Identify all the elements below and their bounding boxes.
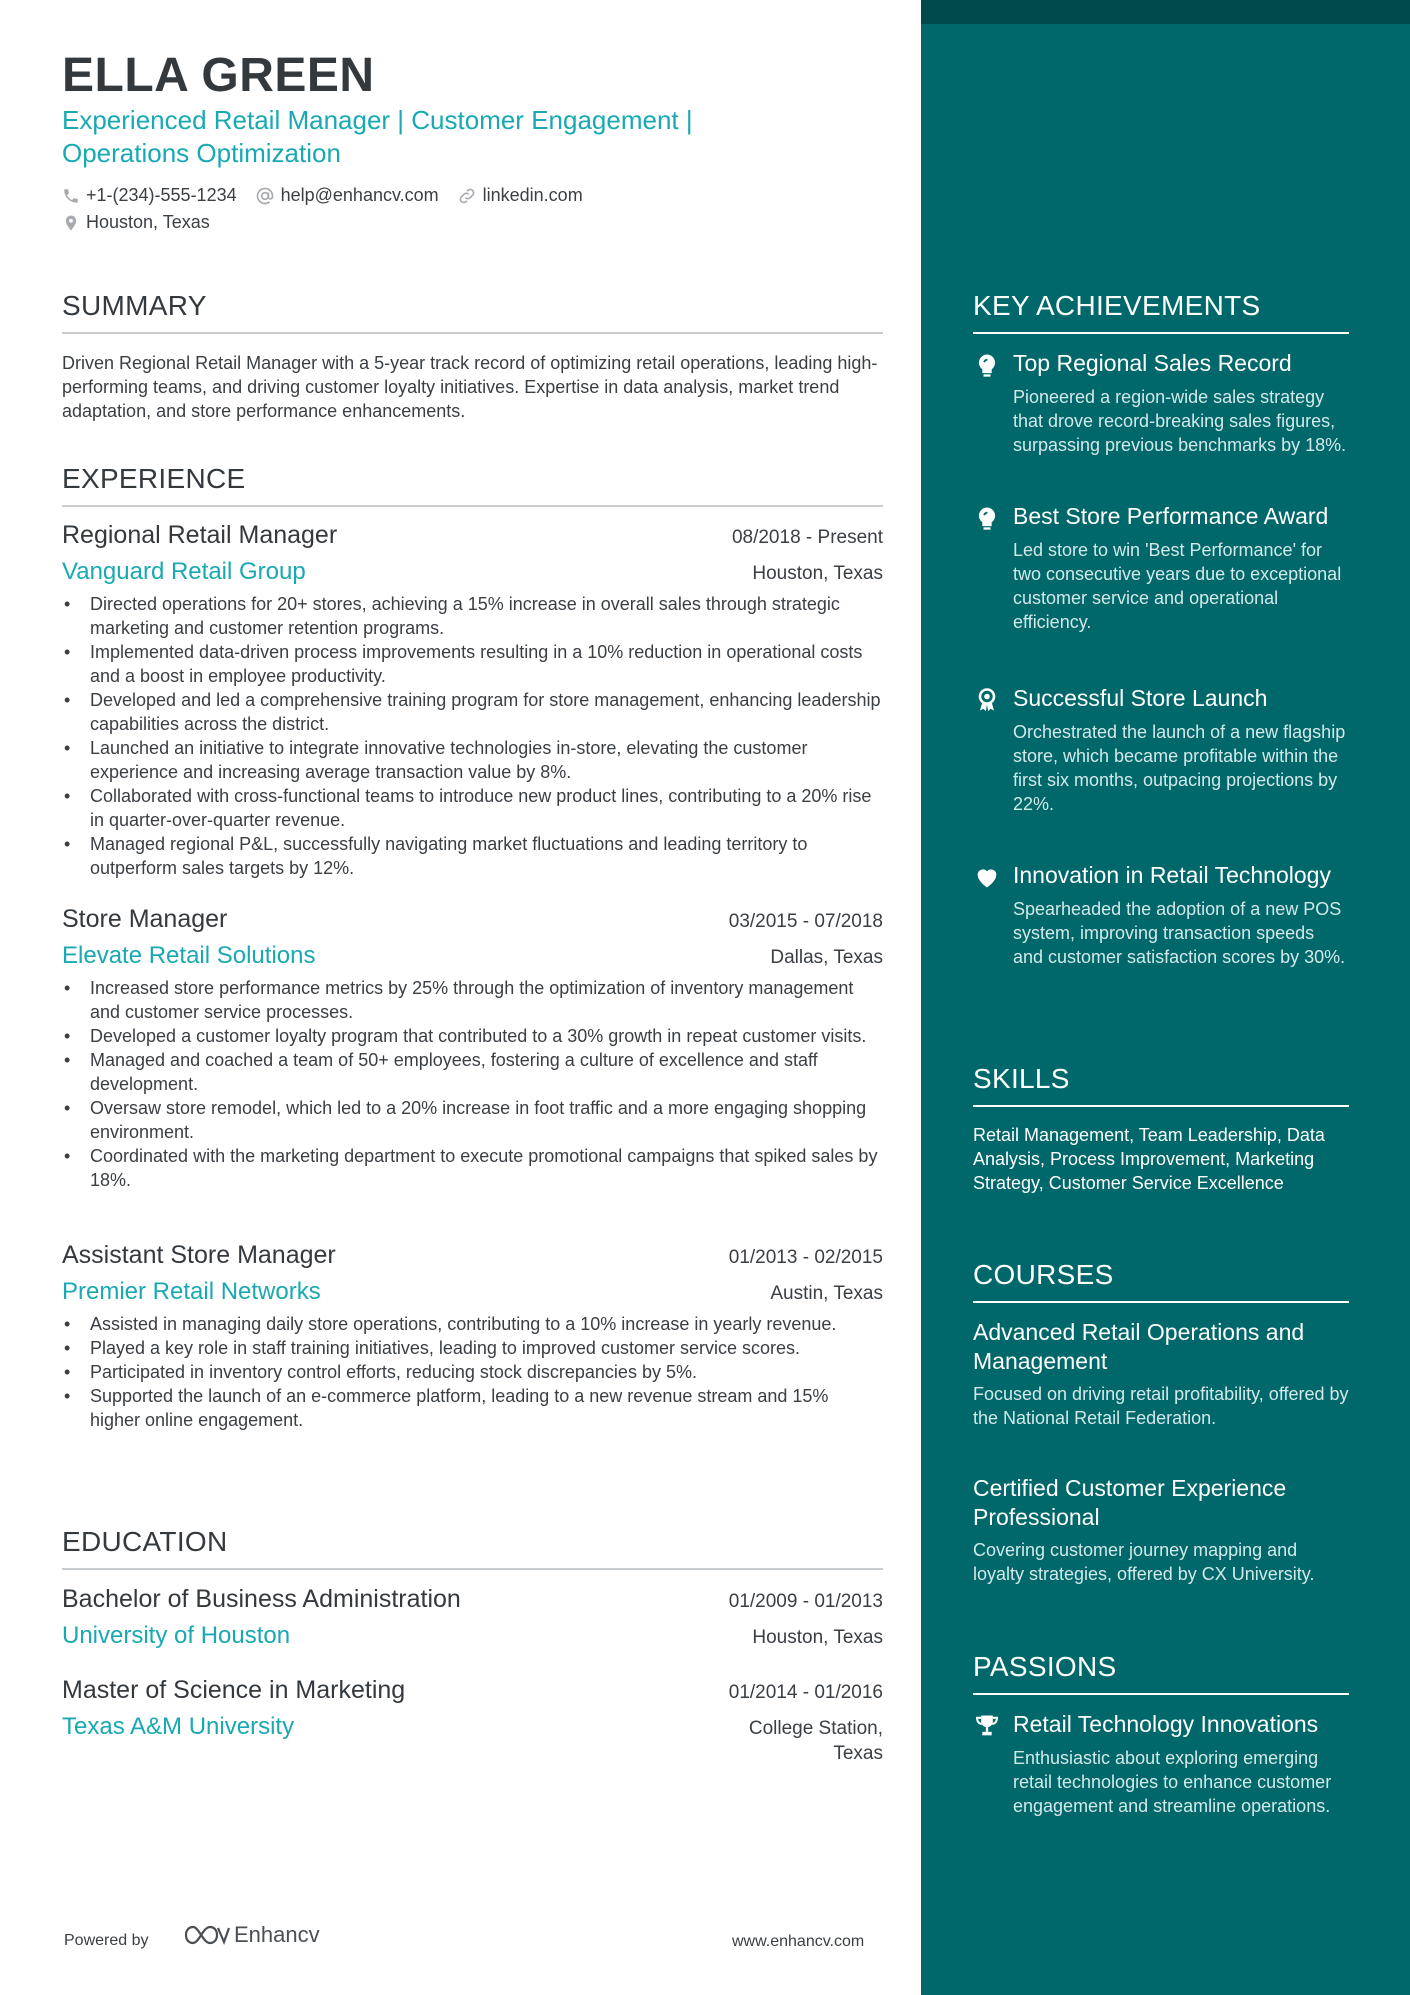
job-company: Premier Retail Networks xyxy=(62,1278,321,1305)
contact-row-2 xyxy=(62,212,228,233)
job-location: Houston, Texas xyxy=(752,563,883,584)
contact-row xyxy=(62,185,601,206)
job-bullet: • Coordinated with the marketing department to execute promotional campaigns that spiked sales by 18%. xyxy=(62,1144,883,1192)
education-title: EDUCATION xyxy=(62,1526,883,1570)
job-bullet: • Participated in inventory control efforts, reducing stock discrepancies by 5%. xyxy=(62,1360,883,1384)
passion-title: Retail Technology Innovations xyxy=(1013,1711,1319,1737)
job-entry xyxy=(62,1241,883,1432)
job-bullets xyxy=(62,1312,883,1432)
lightbulb-icon xyxy=(973,504,1001,532)
achievement-title: Best Store Performance Award xyxy=(1013,503,1329,529)
achievement-desc: Orchestrated the launch of a new flagship store, which became profitable within the first six months, outpacing projections by 22%. xyxy=(1013,722,1346,814)
link-icon xyxy=(457,186,477,206)
course-desc: Covering customer journey mapping and loyalty strategies, offered by CX University. xyxy=(973,1540,1315,1584)
location-pin-icon xyxy=(62,213,80,233)
contact-location xyxy=(62,212,210,233)
location-text: Houston, Texas xyxy=(86,212,210,232)
job-bullet: • Launched an initiative to integrate innovative technologies in-store, elevating the customer experience and increasing average transaction value by 8%. xyxy=(62,736,883,784)
achievement-title: Innovation in Retail Technology xyxy=(1013,862,1331,888)
sidebar xyxy=(921,0,1410,1995)
job-bullet: • Implemented data-driven process improvements resulting in a 10% reduction in operational costs and a boost in employee productivity. xyxy=(62,640,883,688)
phone-text: +1-(234)-555-1234 xyxy=(86,185,237,205)
job-bullet: • Oversaw store remodel, which led to a 20% increase in foot traffic and a more engaging shopping environment. xyxy=(62,1096,883,1144)
education-dates: 01/2014 - 01/2016 xyxy=(728,1682,883,1703)
job-bullet: • Developed and led a comprehensive training program for store management, enhancing leadership capabilities across the district. xyxy=(62,688,883,736)
award-ribbon-icon xyxy=(973,686,1001,714)
course-title: Certified Customer Experience Professional xyxy=(973,1475,1287,1530)
course-desc: Focused on driving retail profitability, offered by the National Retail Federation. xyxy=(973,1384,1349,1428)
passion-desc: Enthusiastic about exploring emerging retail technologies to enhance customer engagement and streamline operations. xyxy=(1013,1748,1332,1816)
job-entry xyxy=(62,521,883,880)
education-entry xyxy=(62,1585,883,1650)
achievement-item xyxy=(973,502,1349,634)
candidate-name: ELLA GREEN xyxy=(62,49,375,102)
enhancv-brand: Enhancv xyxy=(234,1922,320,1947)
job-dates: 03/2015 - 07/2018 xyxy=(728,911,883,932)
passion-item xyxy=(973,1710,1349,1818)
phone-icon xyxy=(62,187,80,205)
email-text: help@enhancv.com xyxy=(280,185,439,205)
degree-title: Bachelor of Business Administration xyxy=(62,1585,461,1613)
contact-email[interactable] xyxy=(255,185,439,206)
education-location: College Station, Texas xyxy=(748,1718,883,1764)
achievements-title: KEY ACHIEVEMENTS xyxy=(973,290,1349,334)
job-bullet: • Managed regional P&L, successfully navigating market fluctuations and leading territory to outperform sales targets by 12%. xyxy=(62,832,883,880)
sidebar-top-bar xyxy=(921,0,1410,24)
at-icon xyxy=(255,186,275,206)
contact-phone[interactable] xyxy=(62,185,237,206)
job-dates: 01/2013 - 02/2015 xyxy=(728,1247,883,1268)
achievement-item xyxy=(973,684,1349,816)
course-title: Advanced Retail Operations and Management xyxy=(973,1319,1305,1374)
degree-title: Master of Science in Marketing xyxy=(62,1676,406,1704)
enhancv-logo-icon xyxy=(182,1922,230,1948)
job-company: Elevate Retail Solutions xyxy=(62,942,316,969)
headline xyxy=(62,104,802,170)
course-item xyxy=(973,1474,1349,1586)
achievement-item xyxy=(973,861,1349,969)
footer-url[interactable]: www.enhancv.com xyxy=(732,1933,865,1950)
education-entry xyxy=(62,1676,883,1766)
contact-linkedin[interactable] xyxy=(457,185,583,206)
achievement-desc: Led store to win 'Best Performance' for two consecutive years due to exceptional customer service and operational efficiency. xyxy=(1013,540,1342,632)
job-dates: 08/2018 - Present xyxy=(731,527,883,548)
job-bullet: • Played a key role in staff training initiatives, leading to improved customer service scores. xyxy=(62,1336,883,1360)
school-name: University of Houston xyxy=(62,1622,291,1649)
job-title: Store Manager xyxy=(62,905,228,933)
passions-title: PASSIONS xyxy=(973,1651,1349,1695)
summary-title: SUMMARY xyxy=(62,290,883,334)
education-location: Houston, Texas xyxy=(752,1627,883,1648)
job-title: Regional Retail Manager xyxy=(62,521,338,549)
experience-title: EXPERIENCE xyxy=(62,463,883,507)
job-bullet: • Developed a customer loyalty program that contributed to a 30% growth in repeat customer visits. xyxy=(62,1024,883,1048)
job-bullet: • Collaborated with cross-functional teams to introduce new product lines, contributing to a 20% rise in quarter-over-quarter revenue. xyxy=(62,784,883,832)
job-bullet: • Supported the launch of an e-commerce platform, leading to a new revenue stream and 15% higher online engagement. xyxy=(62,1384,883,1432)
headline-line-2: Operations Optimization xyxy=(62,138,341,168)
job-bullet: • Managed and coached a team of 50+ employees, fostering a culture of excellence and staff development. xyxy=(62,1048,883,1096)
lightbulb-icon xyxy=(973,351,1001,379)
trophy-icon xyxy=(973,1712,1001,1740)
job-location: Dallas, Texas xyxy=(770,947,883,968)
course-item xyxy=(973,1318,1349,1430)
summary-text: Driven Regional Retail Manager with a 5-year track record of optimizing retail operations, leading high-performing teams, and driving customer loyalty initiatives. Expertise in data analysis, market trend adaptation, and store performance enhancements. xyxy=(62,353,878,421)
achievement-desc: Pioneered a region-wide sales strategy that drove record-breaking sales figures, surpassing previous benchmarks by 18%. xyxy=(1013,387,1347,455)
skills-title: SKILLS xyxy=(973,1063,1349,1107)
achievement-item xyxy=(973,349,1349,457)
job-bullet: • Increased store performance metrics by 25% through the optimization of inventory management and customer service processes. xyxy=(62,976,883,1024)
job-bullet: • Assisted in managing daily store operations, contributing to a 10% increase in yearly revenue. xyxy=(62,1312,883,1336)
skills-text: Retail Management, Team Leadership, Data Analysis, Process Improvement, Marketing Strategy, Customer Service Excellence xyxy=(973,1125,1325,1193)
job-bullet: • Directed operations for 20+ stores, achieving a 15% increase in overall sales through strategic marketing and customer retention programs. xyxy=(62,592,883,640)
heart-icon xyxy=(973,863,1001,891)
education-dates: 01/2009 - 01/2013 xyxy=(728,1591,883,1612)
achievement-title: Top Regional Sales Record xyxy=(1013,350,1292,376)
job-bullets xyxy=(62,976,883,1192)
powered-by-label: Powered by xyxy=(64,1932,149,1949)
job-entry xyxy=(62,905,883,1192)
achievement-desc: Spearheaded the adoption of a new POS system, improving transaction speeds and customer satisfaction scores by 30%. xyxy=(1013,899,1346,967)
job-location: Austin, Texas xyxy=(770,1283,883,1304)
job-bullets xyxy=(62,592,883,880)
job-title: Assistant Store Manager xyxy=(62,1241,336,1269)
linkedin-text: linkedin.com xyxy=(482,185,583,205)
school-name: Texas A&M University xyxy=(62,1713,295,1740)
job-company: Vanguard Retail Group xyxy=(62,558,306,585)
headline-line-1: Experienced Retail Manager | Customer Engagement | xyxy=(62,105,693,135)
enhancv-logo[interactable] xyxy=(182,1922,320,1948)
achievement-title: Successful Store Launch xyxy=(1013,685,1268,711)
courses-title: COURSES xyxy=(973,1259,1349,1303)
